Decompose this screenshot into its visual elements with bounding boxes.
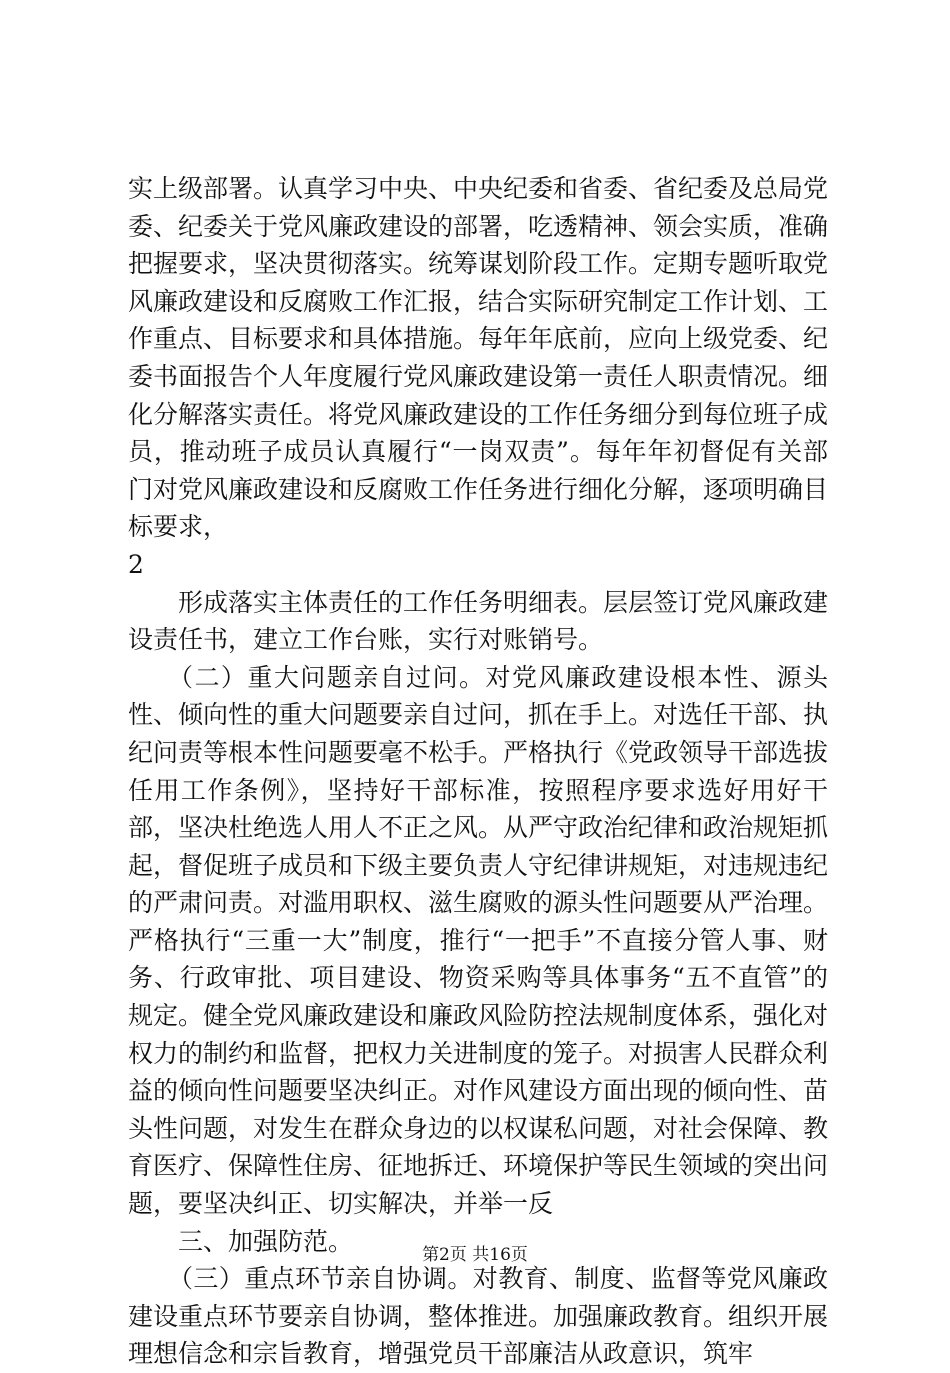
paragraph-heading-three: 三、加强防范。 — [178, 1226, 354, 1256]
paragraph-section-three: （三）重点环节亲自协调。对教育、制度、监督等党风廉政建设重点环节要亲自协调，整体推进。加强廉政教育。组织开展理想信念和宗旨教育，增强党员干部廉洁从政意识，筑牢 — [128, 1264, 829, 1369]
paragraph-continuation: 实上级部署。认真学习中央、中央纪委和省委、省纪委及总局党委、纪委关于党风廉政建设的部署，吃透精神、领会实质，准确把握要求，坚决贯彻落实。统筹谋划阶段工作。定期专题听取党风廉政建设和反腐败工作汇报，结合实际研究制定工作计划、工作重点、目标要求和具体措施。每年年底前，应向上级党委、纪委书面报告个人年度履行党风廉政建设第一责任人职责情况。细化分解落实责任。将党风廉政建设的工作任务细分到每位班子成员，推动班子成员认真履行“一岗双责”。每年年初督促有关部门对党风廉政建设和反腐败工作任务进行细化分解，逐项明确目标要求， — [128, 174, 829, 542]
inline-page-number: 2 — [128, 549, 144, 579]
page-footer: 第2页 共16页 — [422, 1245, 528, 1265]
document-body — [128, 170, 828, 1373]
paragraph-section-two: （二）重大问题亲自过问。对党风廉政建设根本性、源头性、倾向性的重大问题要亲自过问，抓在手上。对选任干部、执纪问责等根本性问题要毫不松手。严格执行《党政领导干部选拔任用工作条例》，坚持好干部标准，按照程序要求选好用好干部，坚决杜绝选人用人不正之风。从严守政治纪律和政治规矩抓起，督促班子成员和下级主要负责人守纪律讲规矩，对违规违纪的严肃问责。对滥用职权、滋生腐败的源头性问题要从严治理。严格执行“三重一大”制度，推行“一把手”不直接分管人事、财务、行政审批、项目建设、物资采购等具体事务“五不直管”的规定。健全党风廉政建设和廉政风险防控法规制度体系，强化对权力的制约和监督，把权力关进制度的笼子。对损害人民群众利益的倾向性问题要坚决纠正。对作风建设方面出现的倾向性、苗头性问题，对发生在群众身边的以权谋私问题，对社会保障、教育医疗、保障性住房、征地拆迁、环境保护等民生领域的突出问题，要坚决纠正、切实解决，并举一反 — [128, 662, 829, 1219]
paragraph-task-list: 形成落实主体责任的工作任务明细表。层层签订党风廉政建设责任书，建立工作台账，实行对账销号。 — [128, 587, 829, 655]
